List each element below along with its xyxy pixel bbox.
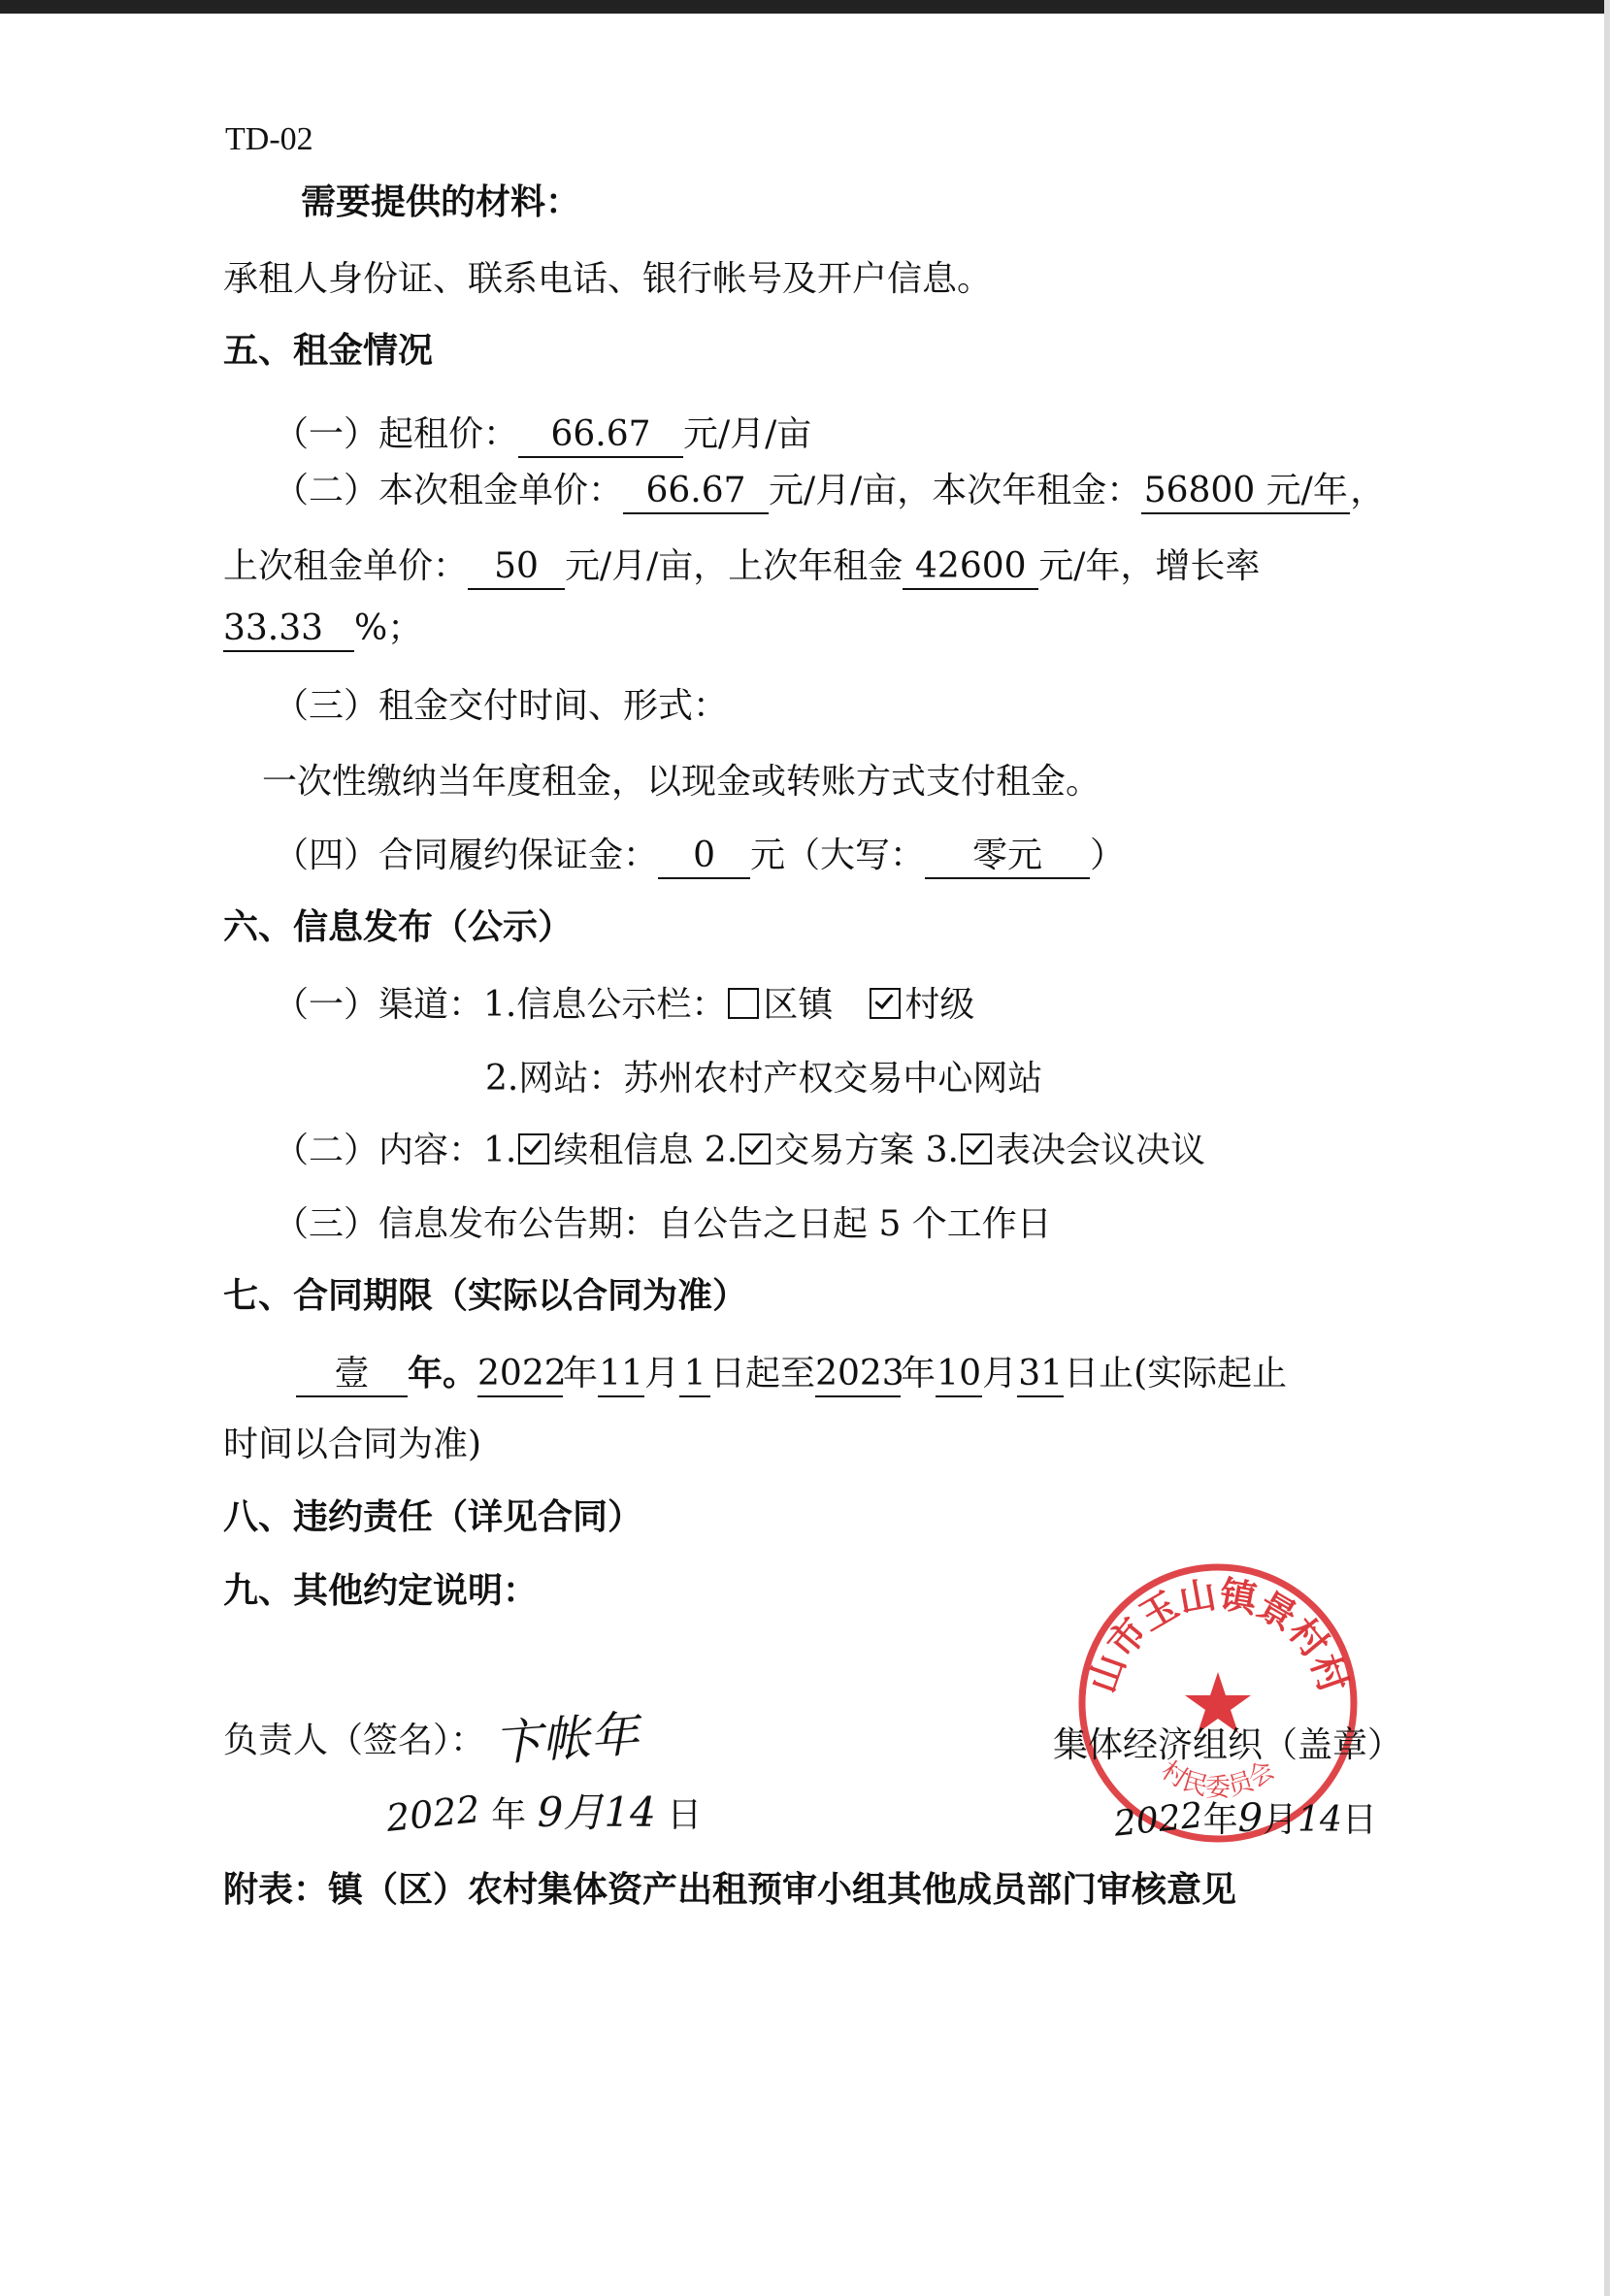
org-date-day: 14 (1298, 1800, 1342, 1840)
section-6-heading: 六、信息发布（公示） (223, 907, 574, 947)
content-label: （二）内容：1. (274, 1131, 517, 1170)
current-rent-line (274, 466, 1385, 516)
term-line-2: 时间以合同为准) (223, 1425, 482, 1464)
checkbox-village[interactable] (870, 988, 901, 1019)
deposit-value: 0 (658, 835, 750, 879)
checkbox-district[interactable] (728, 988, 759, 1019)
content-trade-plan: 交易方案 3. (774, 1131, 959, 1170)
checkbox-resolution[interactable] (961, 1133, 992, 1164)
channel-option-village: 村级 (904, 985, 975, 1025)
term-years: 壹 (296, 1353, 408, 1397)
previous-annual-rent: 42600 (903, 545, 1038, 590)
deposit-words: 零元 (925, 835, 1090, 879)
content-line (274, 1126, 1205, 1176)
start-rent-unit: 元/月/亩 (683, 414, 812, 454)
checkbox-renewal-info[interactable] (518, 1133, 549, 1164)
appendix-title: 附表：镇（区）农村集体资产出租预审小组其他成员部门审核意见 (223, 1870, 1237, 1910)
person-date-year: 2022 (383, 1788, 482, 1840)
start-rent-value: 66.67 (518, 413, 683, 458)
payment-heading: （三）租金交付时间、形式： (274, 686, 729, 726)
previous-rent-value: 50 (468, 545, 565, 590)
payment-text: 一次性缴纳当年度租金，以现金或转账方式支付租金。 (262, 762, 1101, 802)
website-line: 2.网站：苏州农村产权交易中心网站 (485, 1059, 1043, 1099)
person-date-day-label: 日 (667, 1795, 703, 1835)
deposit-line (274, 831, 1125, 881)
person-date (383, 1788, 703, 1841)
start-year-label: 年 (563, 1354, 599, 1394)
org-date-year: 2022 (1112, 1795, 1205, 1845)
start-month-label: 月 (644, 1354, 680, 1394)
start-day: 1 (679, 1353, 710, 1397)
scan-edge-top (0, 0, 1610, 14)
deposit-end: ） (1090, 836, 1126, 875)
org-date-month: 9 (1237, 1796, 1264, 1841)
growth-rate-line (223, 604, 422, 654)
content-renewal-info: 续租信息 2. (553, 1131, 739, 1170)
current-rent-end: ， (1350, 471, 1386, 510)
doc-code: TD-02 (225, 121, 313, 157)
start-rent-line (274, 410, 811, 460)
content-resolution: 表决会议决议 (995, 1131, 1205, 1170)
start-month: 11 (598, 1353, 644, 1397)
term-line (296, 1349, 1287, 1399)
current-annual-rent: 56800 元/年 (1141, 470, 1350, 514)
seal-bottom-text: 村民委员会 (1156, 1755, 1280, 1803)
deposit-label: （四）合同履约保证金： (274, 836, 659, 875)
materials-heading: 需要提供的材料： (301, 182, 581, 222)
previous-rent-mid: 元/月/亩，上次年租金 (565, 546, 904, 586)
channel-label: （一）渠道：1.信息公示栏： (274, 985, 727, 1025)
section-8-heading: 八、违约责任（详见合同） (223, 1497, 643, 1537)
end-month: 10 (936, 1353, 982, 1397)
term-year-label: 年。 (408, 1354, 478, 1394)
end-month-label: 月 (982, 1354, 1018, 1394)
channel-line (274, 980, 974, 1031)
org-date-year-label: 年 (1202, 1800, 1238, 1840)
start-day-label: 日起至 (710, 1354, 816, 1394)
current-rent-value: 66.67 (623, 470, 769, 514)
growth-rate-unit: %； (354, 608, 423, 648)
end-year-label: 年 (901, 1354, 936, 1394)
org-date-month-label: 月 (1263, 1800, 1298, 1840)
current-rent-mid: 元/月/亩，本次年租金： (769, 471, 1142, 510)
section-9-heading: 九、其他约定说明： (223, 1571, 539, 1611)
end-year: 2023 (815, 1353, 901, 1397)
section-5-heading: 五、租金情况 (223, 331, 434, 371)
person-signature: 卞帐年 (491, 1705, 641, 1773)
person-in-charge-label: 负责人（签名）： (223, 1721, 486, 1760)
deposit-mid: 元（大写： (750, 836, 926, 875)
person-date-year-label: 年 (491, 1795, 527, 1835)
end-day: 31 (1017, 1353, 1064, 1397)
materials-text: 承租人身份证、联系电话、银行帐号及开户信息。 (223, 259, 993, 299)
previous-rent-label: 上次租金单价： (223, 546, 469, 586)
channel-option-district: 区镇 (763, 985, 834, 1025)
end-day-label: 日止(实际起止 (1064, 1354, 1288, 1394)
checkbox-trade-plan[interactable] (739, 1133, 771, 1164)
seal-text: 山市玉山镇景村村 (1080, 1572, 1356, 1698)
previous-rent-end: 元/年，增长率 (1038, 546, 1261, 586)
org-seal-label: 集体经济组织（盖章） (1053, 1725, 1403, 1765)
growth-rate-value: 33.33 (223, 607, 354, 652)
current-rent-label: （二）本次租金单价： (274, 471, 624, 510)
start-rent-label: （一）起租价： (274, 414, 519, 454)
scan-edge-right (1604, 0, 1610, 2296)
section-7-heading: 七、合同期限（实际以合同为准） (223, 1276, 748, 1316)
org-date-day-label: 日 (1341, 1800, 1377, 1840)
start-year: 2022 (477, 1353, 563, 1397)
person-date-month-day: 9月14 (537, 1788, 656, 1836)
previous-rent-line (223, 541, 1260, 592)
announcement-period: （三）信息发布公告期：自公告之日起 5 个工作日 (274, 1204, 1052, 1244)
org-date (1114, 1793, 1377, 1846)
